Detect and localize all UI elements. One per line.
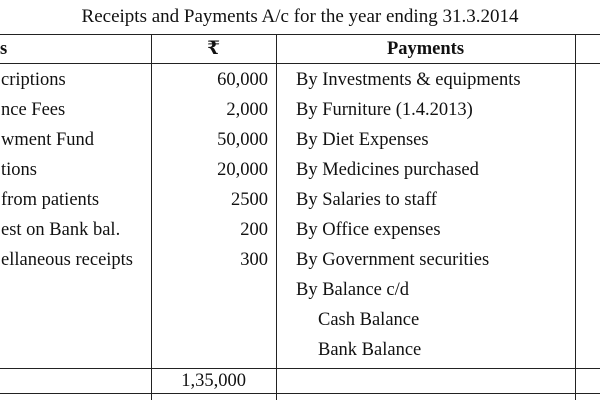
payment-label: By Investments & equipments	[296, 70, 521, 90]
receipt-label: nce Fees	[1, 100, 66, 120]
receipt-amount: 20,000	[217, 160, 268, 180]
receipt-amount: 2500	[231, 190, 268, 210]
total-divider	[0, 368, 600, 369]
receipt-amount: 2,000	[226, 100, 268, 120]
payment-label: By Salaries to staff	[296, 190, 437, 210]
column-divider-payments	[575, 34, 576, 400]
payment-label: By Government securities	[296, 250, 490, 270]
column-divider-amount	[276, 34, 277, 400]
receipt-amount: 300	[240, 250, 268, 270]
payment-label: By Furniture (1.4.2013)	[296, 100, 473, 120]
receipt-label: criptions	[1, 70, 66, 90]
amount-header: ₹	[207, 39, 220, 59]
document-title: Receipts and Payments A/c for the year ending 31.3.2014	[81, 6, 519, 27]
payments-header: Payments	[386, 39, 465, 59]
receipts-total: 1,35,000	[181, 371, 246, 391]
table-bottom-border	[0, 393, 600, 394]
payment-label: By Medicines purchased	[296, 160, 479, 180]
receipt-label: wment Fund	[1, 130, 95, 150]
receipt-amount: 50,000	[217, 130, 268, 150]
receipt-label: est on Bank bal.	[1, 220, 121, 240]
payment-label: By Office expenses	[296, 220, 441, 240]
payment-sublabel: Cash Balance	[318, 310, 420, 330]
receipt-label: tions	[1, 160, 37, 180]
receipts-header: s	[0, 39, 8, 59]
receipt-label: ellaneous receipts	[1, 250, 134, 270]
payment-label: By Balance c/d	[296, 280, 410, 300]
payment-label: By Diet Expenses	[296, 130, 429, 150]
receipt-amount: 200	[240, 220, 268, 240]
receipt-label: from patients	[1, 190, 100, 210]
payment-sublabel: Bank Balance	[318, 340, 422, 360]
receipt-amount: 60,000	[217, 70, 268, 90]
